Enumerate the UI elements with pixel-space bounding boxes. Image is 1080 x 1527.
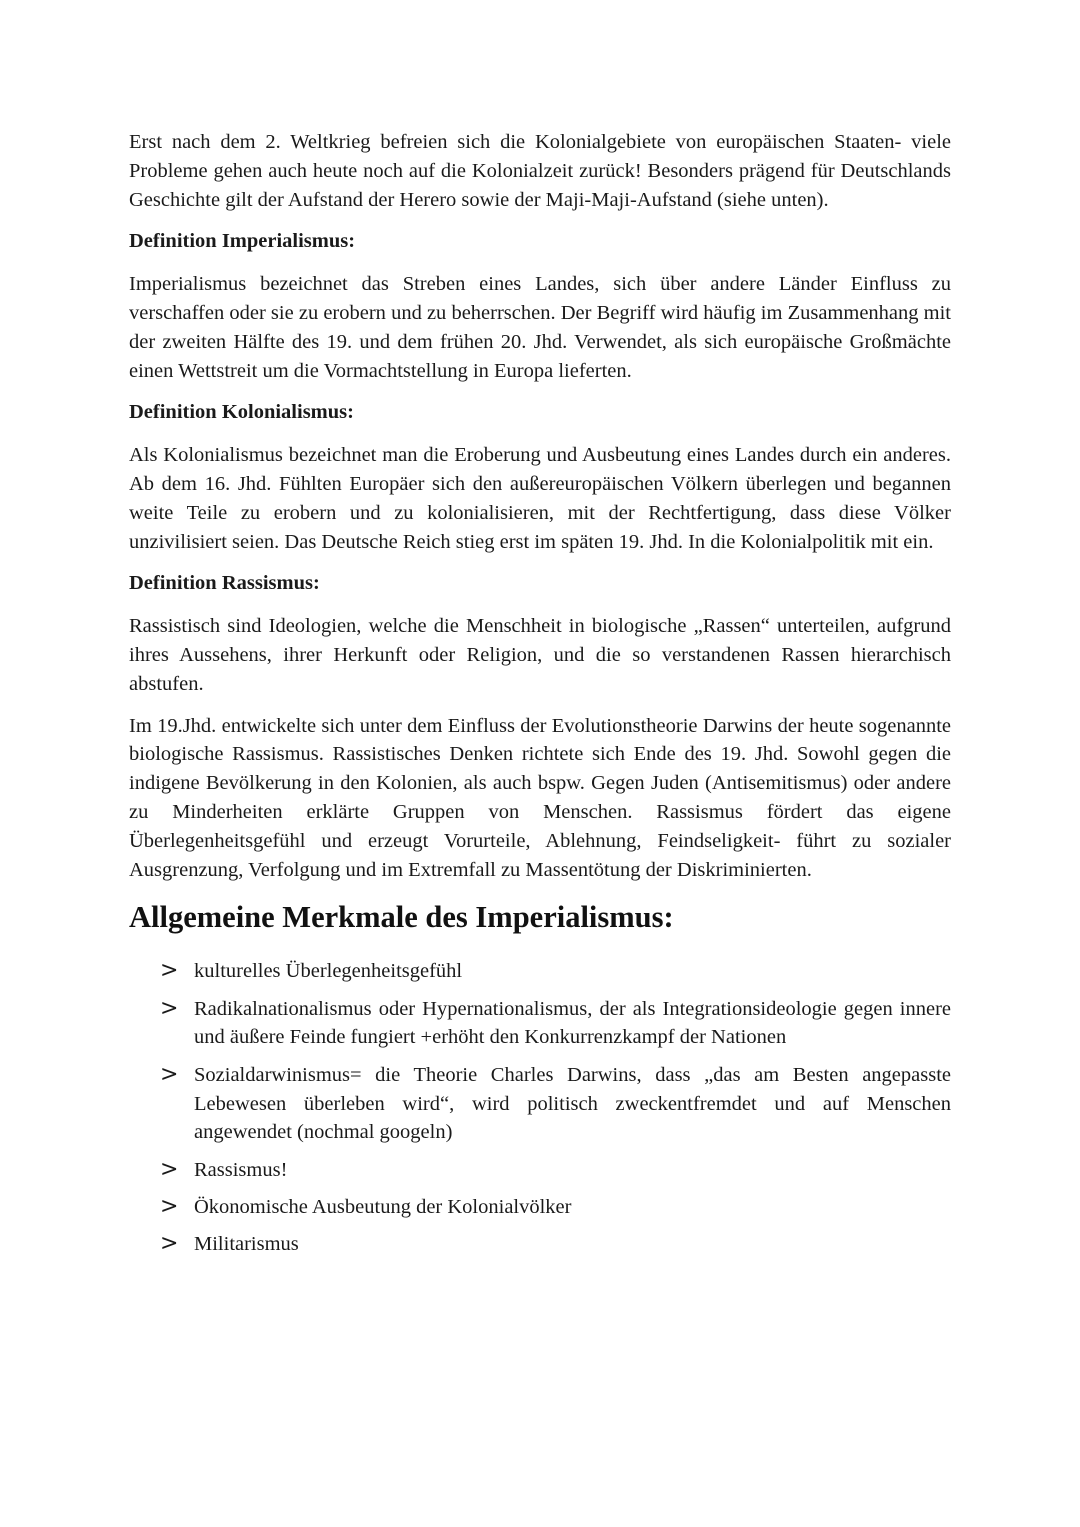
definition-rassismus	[129, 569, 951, 884]
list-item	[129, 1193, 951, 1222]
list-item	[129, 1156, 951, 1185]
definition-heading: Definition Kolonialismus:	[129, 401, 354, 424]
bullet-arrow-icon: >	[160, 958, 179, 984]
list-item	[129, 1230, 951, 1259]
list-item-text: Radikalnationalismus oder Hypernationalismus, der als Integrationsideologie gegen innere und äußere Feinde fungiert +erhöht den Konkurrenzkampf der Nationen	[194, 997, 951, 1049]
list-item-text: Militarismus	[194, 1233, 299, 1256]
features-list	[129, 957, 951, 1259]
definition-extra-text: Im 19.Jhd. entwickelte sich unter dem Einfluss der Evolutionstheorie Darwins der heute sogenannte biologische Rassismus. Rassistisches Denken richtete sich Ende des 19. Jhd. Sowohl gegen die indigene Bevölkerung in den Kolonien, als auch bspw. Gegen Juden (Antisemitismus) oder andere zu Minderheiten erklärte Gruppen von Menschen. Rassismus fördert das eigene Überlegenheitsgefühl und erzeugt Vorurteile, Ablehnung, Feindseligkeit- führt zu sozialer Ausgrenzung, Verfolgung und im Extremfall zu Massentötung der Diskriminierten.	[129, 714, 951, 881]
list-item-text: Sozialdarwinismus= die Theorie Charles Darwins, dass „das am Besten angepasste Lebewesen überleben wird“, wird politisch zweckentfremdet und auf Menschen angewendet (nochmal googeln)	[194, 1063, 951, 1144]
definition-heading: Definition Rassismus:	[129, 572, 320, 595]
list-item-text: kulturelles Überlegenheitsgefühl	[194, 960, 463, 983]
list-item-text: Rassismus!	[194, 1158, 288, 1181]
definition-heading: Definition Imperialismus:	[129, 230, 356, 253]
bullet-arrow-icon: >	[160, 1231, 179, 1257]
definition-imperialismus	[129, 227, 951, 385]
intro-paragraph: Erst nach dem 2. Weltkrieg befreien sich die Kolonialgebiete von europäischen Staaten- viele Probleme gehen auch heute noch auf die Kolonialzeit zurück! Besonders prägend für Deutschlands Geschichte gilt der Aufstand der Herero sowie der Maji-Maji-Aufstand (siehe unten).	[129, 131, 951, 211]
bullet-arrow-icon: >	[160, 1061, 179, 1087]
list-item	[129, 957, 951, 986]
list-item	[129, 995, 951, 1053]
document-page	[129, 128, 951, 1268]
list-item-text: Ökonomische Ausbeutung der Kolonialvölker	[194, 1195, 572, 1218]
definition-text: Rassistisch sind Ideologien, welche die Menschheit in biologische „Rassen“ unterteilen, aufgrund ihres Aussehens, ihrer Herkunft oder Religion, und die so verstandenen Rassen hierarchisch abstufen.	[129, 615, 951, 695]
definition-text: Als Kolonialismus bezeichnet man die Eroberung und Ausbeutung eines Landes durch ein anderes. Ab dem 16. Jhd. Fühlten Europäer sich den außereuropäischen Völkern überlegen und begannen weite Teile zu erobern und zu kolonialisieren, mit der Rechtfertigung, dass diese Völker unzivilisiert seien. Das Deutsche Reich stieg erst im späten 19. Jhd. In die Kolonialpolitik mit ein.	[129, 444, 951, 553]
features-section-title: Allgemeine Merkmale des Imperialismus:	[129, 900, 674, 935]
bullet-arrow-icon: >	[160, 995, 179, 1021]
definition-kolonialismus	[129, 398, 951, 556]
bullet-arrow-icon: >	[160, 1193, 179, 1219]
bullet-arrow-icon: >	[160, 1156, 179, 1182]
definition-text: Imperialismus bezeichnet das Streben eines Landes, sich über andere Länder Einfluss zu verschaffen oder sie zu erobern und zu beherrschen. Der Begriff wird häufig im Zusammenhang mit der zweiten Hälfte des 19. und dem frühen 20. Jhd. Verwendet, als sich europäische Großmächte einen Wettstreit um die Vormachtstellung in Europa lieferten.	[129, 273, 951, 382]
list-item	[129, 1061, 951, 1147]
